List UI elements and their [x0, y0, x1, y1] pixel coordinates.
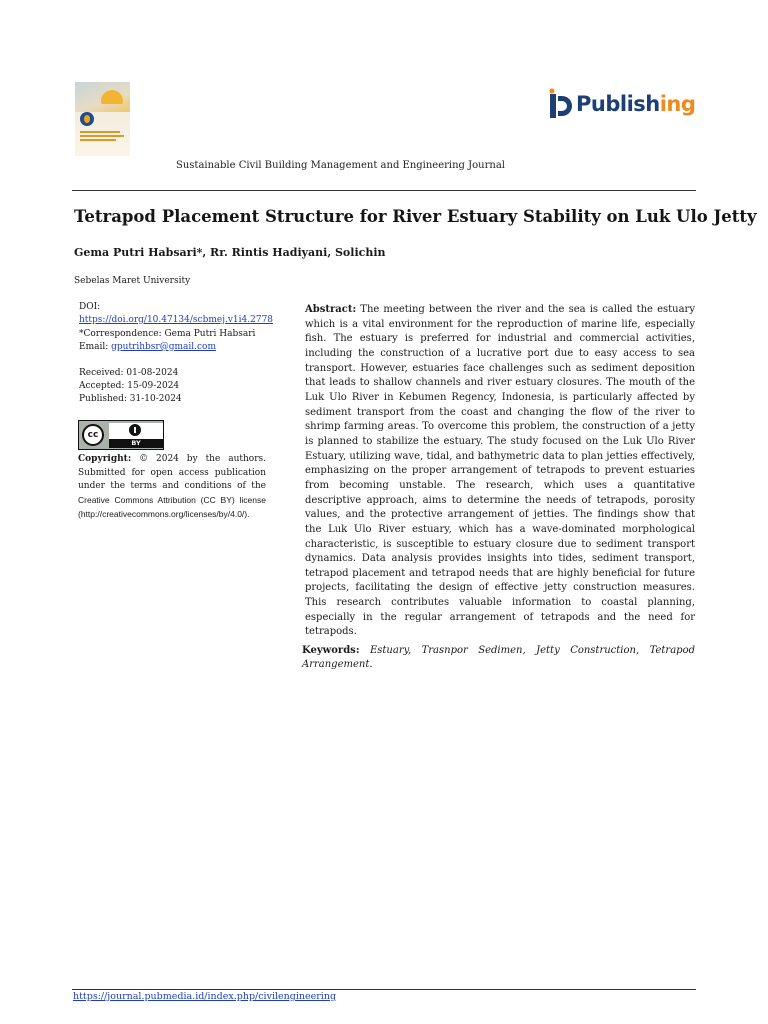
article-title: Tetrapod Placement Structure for River Estuary Stability on Luk Ulo Jetty	[74, 207, 757, 226]
article-affiliation: Sebelas Maret University	[74, 276, 191, 286]
abstract-label: Abstract:	[305, 304, 357, 315]
abstract-text: The meeting between the river and the sea is called the estuary which is a vital environment for the reproduction of marine life, especially fish. The estuary is preferred for industrial and commercial activities, including the construction of a lucrative port due to easy access to sea transport. However, estuaries face challenges such as sediment deposition that leads to shallow channels and river estuary closures. The mouth of the Luk Ulo River in Kebumen Regency, Indonesia, is particularly affected by sediment transport from the coast and changing the flow of the river to shrimp farming areas. To overcome this problem, the construction of a jetty is planned to stabilize the estuary. The study focused on the Luk Ulo River Estuary, utilizing wave, tidal, and bathymetric data to plan jetties effectively, emphasizing on the proper arrangement of tetrapods to prevent estuaries from becoming unstable. The research, which uses a quantitative descriptive approach, aims to determine the needs of tetrapods, porosity values, and the protective arrangement of jetties. The findings show that the Luk Ulo River estuary, which has a wave-dominated morphological characteristic, is susceptible to estuary closure due to sediment transport dynamics. Data analysis provides insights into tides, sediment transport, tetrapod placement and tetrapod needs that are highly beneficial for future projects, facilitating the design of effective jetty construction measures. This research contributes valuable information to coastal planning, especially in the regular arrangement of tetrapods and the need for tetrapods.	[305, 304, 695, 638]
email-link[interactable]: gputrihbsr@gmail.com	[111, 342, 216, 352]
license-url: (http://creativecommons.org/licenses/by/4.0/).	[78, 509, 250, 519]
publisher-logo-icon	[546, 88, 574, 122]
email-line	[79, 341, 216, 355]
doi-label: DOI:	[79, 302, 101, 312]
doi-link-wrap	[79, 314, 273, 328]
article-authors: Gema Putri Habsari*, Rr. Rintis Hadiyani, Solichin	[74, 246, 386, 259]
received-date: Received: 01-08-2024	[79, 368, 179, 378]
journal-name: Sustainable Civil Building Management and Engineering Journal	[176, 160, 505, 171]
copyright-notice	[78, 453, 266, 523]
publisher-logo[interactable]	[546, 86, 696, 126]
cc-by-license-badge[interactable]	[78, 420, 164, 450]
keywords-text: Estuary, Trasnpor Sedimen, Jetty Construction, Tetrapod Arrangement.	[302, 645, 695, 670]
abstract	[305, 303, 695, 640]
by-label: BY	[109, 439, 163, 448]
footer-divider	[72, 989, 696, 990]
publisher-logo-text: Publishing	[576, 92, 696, 116]
correspondence: *Correspondence: Gema Putri Habsari	[79, 329, 256, 339]
email-label: Email:	[79, 342, 112, 352]
keywords	[302, 644, 695, 672]
journal-cover-thumbnail	[75, 82, 130, 156]
copyright-text: © 2024 by the authors. Submitted for open access publication under the terms and conditions of the	[78, 454, 266, 491]
cc-icon: cc	[82, 424, 104, 446]
copyright-label: Copyright:	[78, 454, 132, 464]
license-name: Creative Commons Attribution (CC BY) license	[78, 494, 266, 505]
footer-journal-link[interactable]: https://journal.pubmedia.id/index.php/civilengineering	[73, 991, 337, 1002]
attribution-person-icon	[129, 424, 141, 436]
header-divider	[72, 190, 696, 191]
doi-link[interactable]: https://doi.org/10.47134/scbmej.v1i4.2778	[79, 315, 274, 325]
keywords-label: Keywords:	[302, 645, 360, 656]
published-date: Published: 31-10-2024	[79, 394, 182, 404]
accepted-date: Accepted: 15-09-2024	[79, 381, 180, 391]
